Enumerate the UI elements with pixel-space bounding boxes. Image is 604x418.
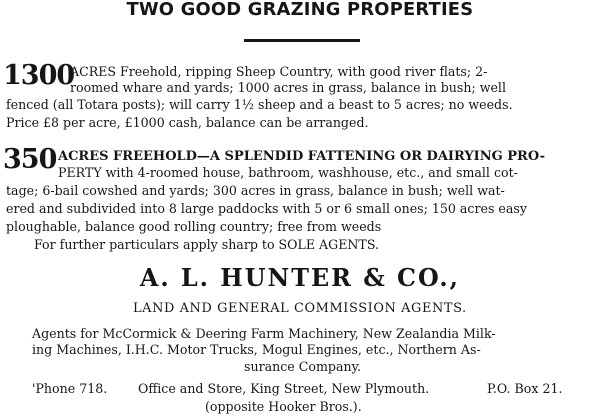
property2-line: For further particulars apply sharp to SOLE AGENTS. <box>34 237 380 252</box>
property2-line: ACRES FREEHOLD—A SPLENDID FATTENING OR DAIRYING PRO- <box>58 149 546 164</box>
agent-subtitle: LAND AND GENERAL COMMISSION AGENTS. <box>133 301 467 316</box>
property2-line: ploughable, balance good rolling country; free from weeds <box>6 219 382 234</box>
property2-line: tage; 6-bail cowshed and yards; 300 acres in grass, balance in bush; well wat- <box>6 183 505 198</box>
agent-opposite: (opposite Hooker Bros.). <box>205 399 362 414</box>
agent-po-box: P.O. Box 21. <box>487 381 563 396</box>
agent-name: A. L. HUNTER & CO., <box>139 263 460 292</box>
agent-office: Office and Store, King Street, New Plymouth. <box>138 381 430 396</box>
property1-line: ACRES Freehold, ripping Sheep Country, with good river flats; 2- <box>70 64 488 79</box>
property1-acres: 1300 <box>3 60 75 91</box>
agency-line: surance Company. <box>244 359 362 374</box>
agency-line: Agents for McCormick & Deering Farm Machinery, New Zealandia Milk- <box>32 326 496 341</box>
property2-line: PERTY with 4-roomed house, bathroom, washhouse, etc., and small cot- <box>58 165 518 180</box>
property1-line: fenced (all Totara posts); will carry 1½ sheep and a beast to 5 acres; no weeds. <box>6 97 513 112</box>
property2-acres: 350 <box>3 144 57 175</box>
heading-rule <box>244 39 360 42</box>
agent-phone: 'Phone 718. <box>32 381 108 396</box>
agency-line: ing Machines, I.H.C. Motor Trucks, Mogul Engines, etc., Northern As- <box>32 342 481 357</box>
property1-line: roomed whare and yards; 1000 acres in grass, balance in bush; well <box>70 80 506 95</box>
advert-heading: TWO GOOD GRAZING PROPERTIES <box>126 0 474 20</box>
property1-line: Price £8 per acre, £1000 cash, balance can be arranged. <box>6 115 369 130</box>
property2-line: ered and subdivided into 8 large paddocks with 5 or 6 small ones; 150 acres easy <box>6 201 527 216</box>
